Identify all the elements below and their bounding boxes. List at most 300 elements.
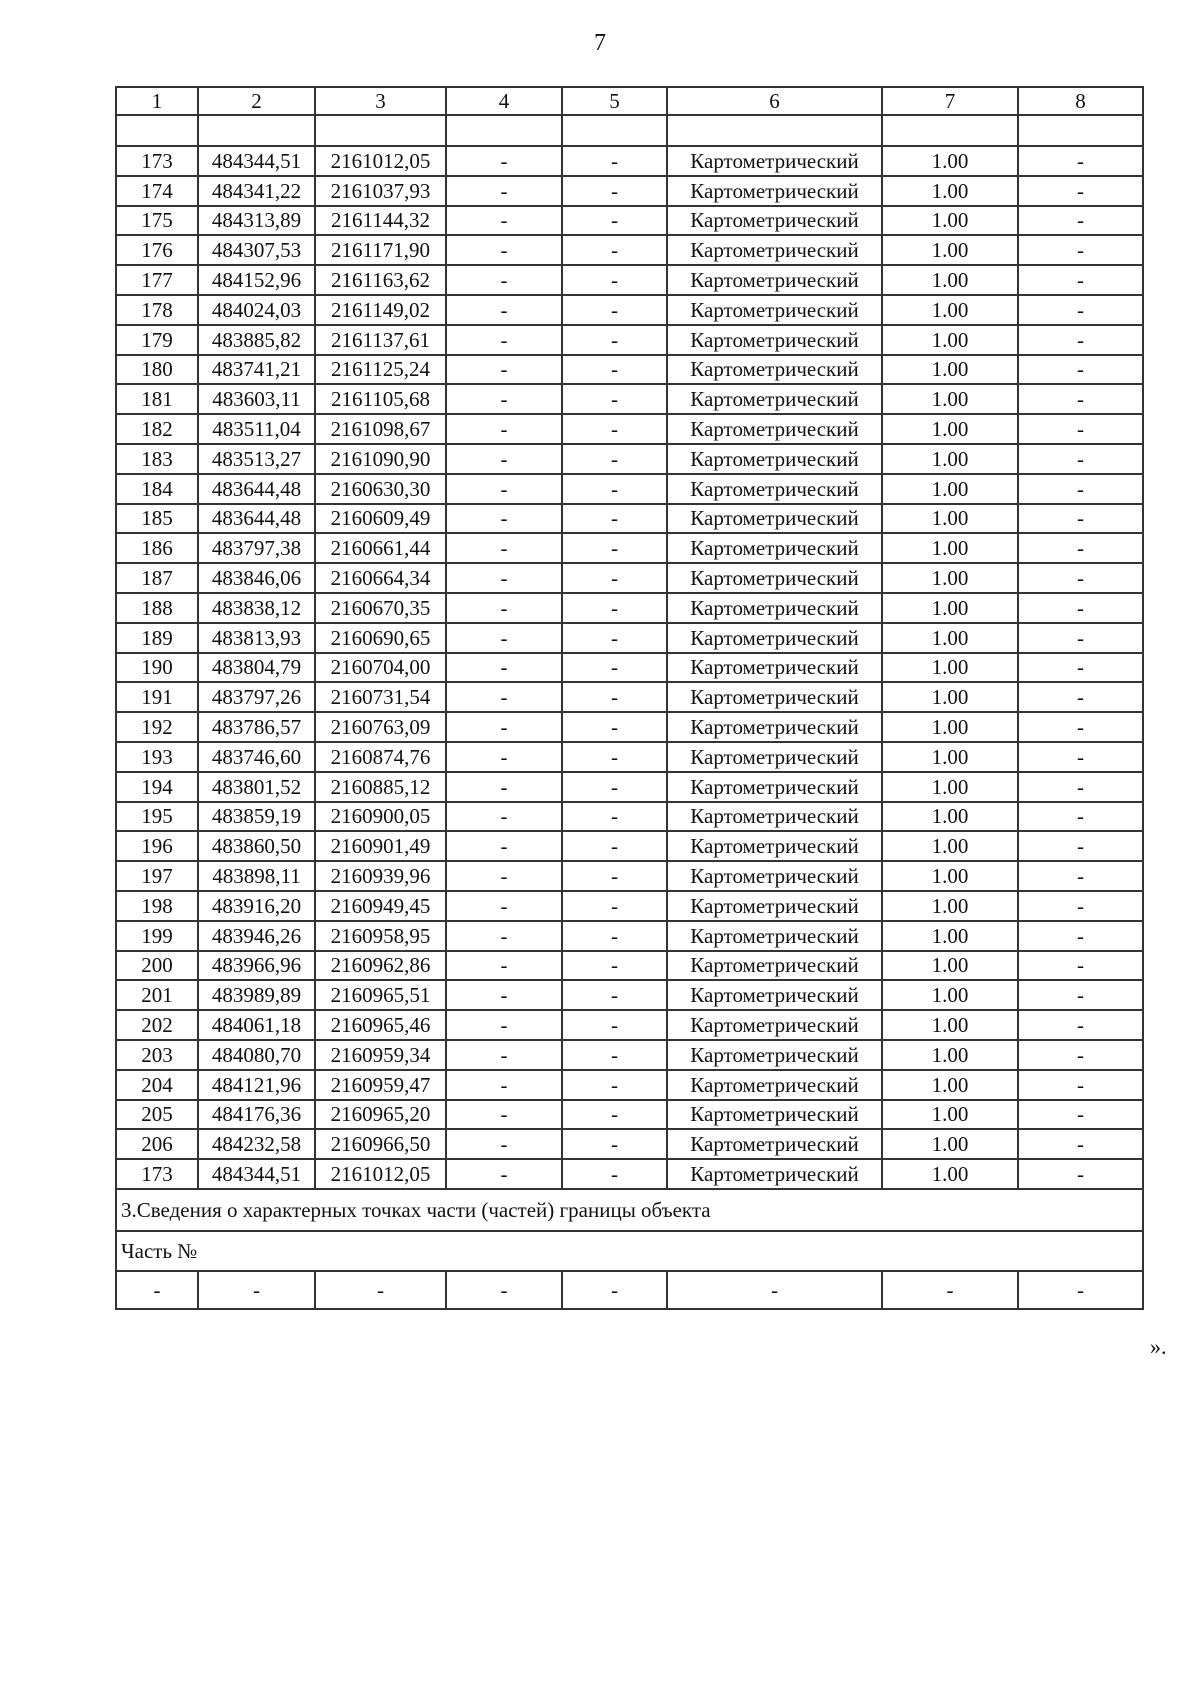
table-cell: Картометрический [667, 295, 882, 325]
table-cell: 2160901,49 [315, 831, 446, 861]
table-cell: 484344,51 [198, 146, 315, 176]
table-cell: - [1018, 1159, 1143, 1189]
table-cell: 483801,52 [198, 772, 315, 802]
table-cell: 2161090,90 [315, 444, 446, 474]
table-row [116, 951, 1143, 981]
section-title: 3.Сведения о характерных точках части (частей) границы объекта [116, 1189, 1143, 1231]
table-cell: 201 [116, 980, 198, 1010]
table-cell: - [1018, 325, 1143, 355]
table-cell: - [562, 921, 667, 951]
table-cell: 1.00 [882, 295, 1018, 325]
table-cell: - [446, 176, 562, 206]
table-cell: 175 [116, 206, 198, 236]
table-cell: - [562, 1100, 667, 1130]
table-cell: 190 [116, 653, 198, 683]
table-cell: Картометрический [667, 772, 882, 802]
table-cell: 181 [116, 384, 198, 414]
table-row [116, 980, 1143, 1010]
table-row [116, 474, 1143, 504]
table-cell: 1.00 [882, 504, 1018, 534]
table-cell: 1.00 [882, 206, 1018, 236]
table-row [116, 1010, 1143, 1040]
table-cell: 484061,18 [198, 1010, 315, 1040]
table-cell: - [446, 772, 562, 802]
table-cell: - [562, 474, 667, 504]
table-cell: 483797,38 [198, 533, 315, 563]
table-cell: - [446, 682, 562, 712]
table-cell: - [1018, 682, 1143, 712]
table-cell: 173 [116, 146, 198, 176]
table-cell: Картометрический [667, 1100, 882, 1130]
table-row [116, 742, 1143, 772]
table-cell: 2161149,02 [315, 295, 446, 325]
table-cell: 2161105,68 [315, 384, 446, 414]
table-cell: 484152,96 [198, 265, 315, 295]
table-cell: Картометрический [667, 325, 882, 355]
table-cell: - [1018, 1129, 1143, 1159]
table-cell: - [1018, 504, 1143, 534]
table-cell: 484307,53 [198, 235, 315, 265]
table-cell: - [562, 1129, 667, 1159]
table-cell: - [562, 384, 667, 414]
table-cell: 483804,79 [198, 653, 315, 683]
table-cell: 1.00 [882, 1010, 1018, 1040]
table-cell: 1.00 [882, 1159, 1018, 1189]
table-cell: 191 [116, 682, 198, 712]
table-cell: Картометрический [667, 176, 882, 206]
table-cell: - [446, 235, 562, 265]
table-cell: 483898,11 [198, 861, 315, 891]
table-cell: - [446, 653, 562, 683]
table-cell: Картометрический [667, 712, 882, 742]
table-cell: - [562, 563, 667, 593]
table-cell: - [1018, 1271, 1143, 1309]
table-cell: - [1018, 951, 1143, 981]
table-cell: 483916,20 [198, 891, 315, 921]
table-cell: - [446, 563, 562, 593]
table-cell: - [562, 831, 667, 861]
table-cell: - [1018, 146, 1143, 176]
table-cell: - [446, 1040, 562, 1070]
table-cell: Картометрический [667, 384, 882, 414]
table-row [116, 802, 1143, 832]
table-cell: - [562, 802, 667, 832]
table-row [116, 653, 1143, 683]
table-cell: - [446, 265, 562, 295]
table-cell: 483989,89 [198, 980, 315, 1010]
table-cell: - [562, 1040, 667, 1070]
table-cell: 2160959,34 [315, 1040, 446, 1070]
table-cell: - [562, 235, 667, 265]
table-cell: 1.00 [882, 802, 1018, 832]
table-cell: - [667, 1271, 882, 1309]
coordinates-table [115, 86, 1144, 1310]
table-cell: 1.00 [882, 951, 1018, 981]
table-row [116, 414, 1143, 444]
table-row [116, 533, 1143, 563]
table-cell: 1.00 [882, 355, 1018, 385]
table-cell: - [562, 206, 667, 236]
table-cell: 205 [116, 1100, 198, 1130]
table-cell: 1.00 [882, 1040, 1018, 1070]
table-cell: 185 [116, 504, 198, 534]
table-cell: 2160958,95 [315, 921, 446, 951]
table-cell: Картометрический [667, 921, 882, 951]
table-cell: - [446, 861, 562, 891]
table-cell: - [562, 951, 667, 981]
table-cell: - [562, 980, 667, 1010]
table-cell: - [1018, 414, 1143, 444]
table-cell: 1.00 [882, 921, 1018, 951]
table-cell: 1.00 [882, 563, 1018, 593]
table-cell: - [562, 176, 667, 206]
table-cell: - [1018, 831, 1143, 861]
table-cell: 483513,27 [198, 444, 315, 474]
table-cell: 483511,04 [198, 414, 315, 444]
table-cell: 1.00 [882, 861, 1018, 891]
table-cell: 484121,96 [198, 1070, 315, 1100]
table-cell: Картометрический [667, 1070, 882, 1100]
table-cell: - [562, 1010, 667, 1040]
table-cell: - [562, 653, 667, 683]
table-cell: 2161171,90 [315, 235, 446, 265]
column-header: 1 [116, 87, 198, 115]
table-row [116, 295, 1143, 325]
empty-cell [315, 115, 446, 146]
table-cell: 483966,96 [198, 951, 315, 981]
table-cell: - [446, 1159, 562, 1189]
column-header: 4 [446, 87, 562, 115]
column-header-row [116, 87, 1143, 115]
table-cell: 194 [116, 772, 198, 802]
table-cell: 2160664,34 [315, 563, 446, 593]
table-cell: 206 [116, 1129, 198, 1159]
table-cell: 2160763,09 [315, 712, 446, 742]
table-cell: 1.00 [882, 384, 1018, 414]
table-cell: - [446, 1070, 562, 1100]
table-cell: - [562, 325, 667, 355]
table-row [116, 1070, 1143, 1100]
table-cell: 193 [116, 742, 198, 772]
table-cell: 200 [116, 951, 198, 981]
table-cell: Картометрический [667, 742, 882, 772]
table-cell: - [562, 533, 667, 563]
table-cell: Картометрический [667, 1159, 882, 1189]
table-cell: - [198, 1271, 315, 1309]
column-header: 7 [882, 87, 1018, 115]
table-cell: - [562, 712, 667, 742]
table-row [116, 921, 1143, 951]
table-cell: Картометрический [667, 533, 882, 563]
table-cell: 483797,26 [198, 682, 315, 712]
table-body [116, 87, 1143, 1309]
table-cell: 1.00 [882, 980, 1018, 1010]
table-cell: Картометрический [667, 504, 882, 534]
table-cell: - [1018, 653, 1143, 683]
table-cell: - [446, 504, 562, 534]
table-cell: - [1018, 623, 1143, 653]
table-cell: 179 [116, 325, 198, 355]
table-cell: 2160900,05 [315, 802, 446, 832]
table-cell: - [446, 474, 562, 504]
table-cell: 197 [116, 861, 198, 891]
table-cell: 1.00 [882, 682, 1018, 712]
table-cell: 484341,22 [198, 176, 315, 206]
table-row [116, 593, 1143, 623]
table-cell: 483644,48 [198, 504, 315, 534]
table-cell: Картометрический [667, 474, 882, 504]
table-row [116, 712, 1143, 742]
table-cell: - [446, 1010, 562, 1040]
table-cell: 189 [116, 623, 198, 653]
table-cell: 483846,06 [198, 563, 315, 593]
table-cell: - [1018, 444, 1143, 474]
table-cell: 184 [116, 474, 198, 504]
table-cell: 2161012,05 [315, 146, 446, 176]
table-cell: - [446, 593, 562, 623]
table-cell: 2161098,67 [315, 414, 446, 444]
table-cell: 2160874,76 [315, 742, 446, 772]
table-cell: - [116, 1271, 198, 1309]
table-cell: Картометрический [667, 653, 882, 683]
table-cell: - [562, 742, 667, 772]
table-cell: - [1018, 295, 1143, 325]
table-cell: Картометрический [667, 355, 882, 385]
table-cell: Картометрический [667, 235, 882, 265]
table-cell: 195 [116, 802, 198, 832]
table-cell: 1.00 [882, 414, 1018, 444]
table-cell: - [562, 891, 667, 921]
table-cell: 2160630,30 [315, 474, 446, 504]
table-cell: - [1018, 355, 1143, 385]
table-cell: - [562, 265, 667, 295]
table-cell: 1.00 [882, 593, 1018, 623]
empty-cell [446, 115, 562, 146]
table-cell: 484232,58 [198, 1129, 315, 1159]
table-cell: - [446, 1100, 562, 1130]
table-cell: - [446, 831, 562, 861]
table-cell: 484344,51 [198, 1159, 315, 1189]
table-cell: 2160704,00 [315, 653, 446, 683]
table-cell: 1.00 [882, 325, 1018, 355]
empty-cell [882, 115, 1018, 146]
table-cell: - [446, 146, 562, 176]
table-cell: Картометрический [667, 265, 882, 295]
table-cell: - [1018, 1100, 1143, 1130]
blank-row [116, 115, 1143, 146]
column-header: 2 [198, 87, 315, 115]
table-cell: - [562, 861, 667, 891]
table-cell: - [446, 325, 562, 355]
column-header: 8 [1018, 87, 1143, 115]
table-cell: - [562, 444, 667, 474]
table-cell: - [446, 712, 562, 742]
table-row [116, 206, 1143, 236]
table-cell: 2160959,47 [315, 1070, 446, 1100]
table-cell: - [1018, 802, 1143, 832]
table-row [116, 235, 1143, 265]
table-cell: - [446, 980, 562, 1010]
table-cell: - [446, 891, 562, 921]
table-cell: 1.00 [882, 772, 1018, 802]
table-row [116, 176, 1143, 206]
table-cell: - [446, 384, 562, 414]
table-row [116, 682, 1143, 712]
table-cell: 198 [116, 891, 198, 921]
table-cell: 2161125,24 [315, 355, 446, 385]
table-cell: - [1018, 235, 1143, 265]
table-cell: Картометрический [667, 1010, 882, 1040]
table-cell: 2161163,62 [315, 265, 446, 295]
table-cell: 1.00 [882, 623, 1018, 653]
table-cell: - [446, 623, 562, 653]
table-row [116, 861, 1143, 891]
table-cell: 183 [116, 444, 198, 474]
table-cell: 2160962,86 [315, 951, 446, 981]
table-cell: 2160965,20 [315, 1100, 446, 1130]
table-cell: 483786,57 [198, 712, 315, 742]
table-row [116, 563, 1143, 593]
table-cell: 2160966,50 [315, 1129, 446, 1159]
table-cell: - [562, 1271, 667, 1309]
table-cell: Картометрический [667, 951, 882, 981]
table-cell: - [1018, 593, 1143, 623]
table-cell: 1.00 [882, 1070, 1018, 1100]
column-header: 5 [562, 87, 667, 115]
table-cell: 180 [116, 355, 198, 385]
table-cell: 483746,60 [198, 742, 315, 772]
table-cell: 1.00 [882, 444, 1018, 474]
table-cell: 483859,19 [198, 802, 315, 832]
table-cell: - [1018, 176, 1143, 206]
table-cell: - [1018, 980, 1143, 1010]
table-cell: 483946,26 [198, 921, 315, 951]
table-cell: Картометрический [667, 593, 882, 623]
empty-cell [198, 115, 315, 146]
table-cell: - [315, 1271, 446, 1309]
table-row [116, 831, 1143, 861]
table-cell: - [562, 593, 667, 623]
part-data-row [116, 1271, 1143, 1309]
table-cell: 2160965,46 [315, 1010, 446, 1040]
table-cell: 1.00 [882, 742, 1018, 772]
table-cell: 1.00 [882, 474, 1018, 504]
table-cell: - [1018, 1070, 1143, 1100]
table-cell: 176 [116, 235, 198, 265]
table-cell: - [562, 1159, 667, 1189]
table-cell: 199 [116, 921, 198, 951]
table-cell: - [562, 623, 667, 653]
table-cell: 2160965,51 [315, 980, 446, 1010]
table-cell: - [1018, 891, 1143, 921]
table-cell: 2160885,12 [315, 772, 446, 802]
table-cell: 1.00 [882, 1129, 1018, 1159]
table-cell: Картометрический [667, 831, 882, 861]
table-cell: 1.00 [882, 712, 1018, 742]
table-cell: - [446, 355, 562, 385]
empty-cell [562, 115, 667, 146]
table-cell: - [1018, 861, 1143, 891]
table-cell: 483644,48 [198, 474, 315, 504]
table-cell: 484024,03 [198, 295, 315, 325]
table-cell: 2161037,93 [315, 176, 446, 206]
table-cell: - [562, 414, 667, 444]
table-cell: 484313,89 [198, 206, 315, 236]
table-cell: 1.00 [882, 176, 1018, 206]
table-cell: - [562, 682, 667, 712]
table-cell: 202 [116, 1010, 198, 1040]
table-cell: 2160690,65 [315, 623, 446, 653]
table-cell: 2160731,54 [315, 682, 446, 712]
table-cell: - [1018, 1040, 1143, 1070]
table-cell: - [1018, 1010, 1143, 1040]
table-cell: - [1018, 265, 1143, 295]
closing-quote: ». [1150, 1334, 1167, 1359]
table-cell: - [446, 533, 562, 563]
table-cell: 192 [116, 712, 198, 742]
table-cell: 484080,70 [198, 1040, 315, 1070]
column-header: 6 [667, 87, 882, 115]
table-cell: Картометрический [667, 146, 882, 176]
table-cell: Картометрический [667, 563, 882, 593]
table-cell: - [1018, 474, 1143, 504]
table-cell: 178 [116, 295, 198, 325]
table-cell: 1.00 [882, 533, 1018, 563]
table-cell: - [562, 772, 667, 802]
table-cell: 484176,36 [198, 1100, 315, 1130]
table-cell: 1.00 [882, 891, 1018, 921]
table-cell: 2160670,35 [315, 593, 446, 623]
table-cell: Картометрический [667, 206, 882, 236]
table-cell: - [446, 802, 562, 832]
table-cell: - [1018, 742, 1143, 772]
table-cell: 2160939,96 [315, 861, 446, 891]
table-cell: Картометрический [667, 1129, 882, 1159]
table-row [116, 146, 1143, 176]
table-cell: Картометрический [667, 891, 882, 921]
table-cell: 483885,82 [198, 325, 315, 355]
table-row [116, 1159, 1143, 1189]
table-cell: 2161137,61 [315, 325, 446, 355]
table-cell: 204 [116, 1070, 198, 1100]
table-cell: 483813,93 [198, 623, 315, 653]
section-title-row [116, 1189, 1143, 1231]
table-cell: 483741,21 [198, 355, 315, 385]
table-cell: 1.00 [882, 265, 1018, 295]
table-row [116, 1100, 1143, 1130]
table-cell: - [446, 206, 562, 236]
table-cell: 203 [116, 1040, 198, 1070]
table-cell: 174 [116, 176, 198, 206]
table-row [116, 355, 1143, 385]
table-cell: - [446, 414, 562, 444]
table-cell: 1.00 [882, 831, 1018, 861]
column-header: 3 [315, 87, 446, 115]
table-cell: Картометрический [667, 802, 882, 832]
table-row [116, 772, 1143, 802]
table-cell: 177 [116, 265, 198, 295]
table-cell: 2161144,32 [315, 206, 446, 236]
table-cell: - [1018, 921, 1143, 951]
table-cell: 187 [116, 563, 198, 593]
table-cell: - [446, 742, 562, 772]
table-cell: - [446, 295, 562, 325]
table-cell: Картометрический [667, 861, 882, 891]
table-cell: Картометрический [667, 444, 882, 474]
table-cell: - [882, 1271, 1018, 1309]
table-cell: - [562, 504, 667, 534]
table-cell: Картометрический [667, 1040, 882, 1070]
